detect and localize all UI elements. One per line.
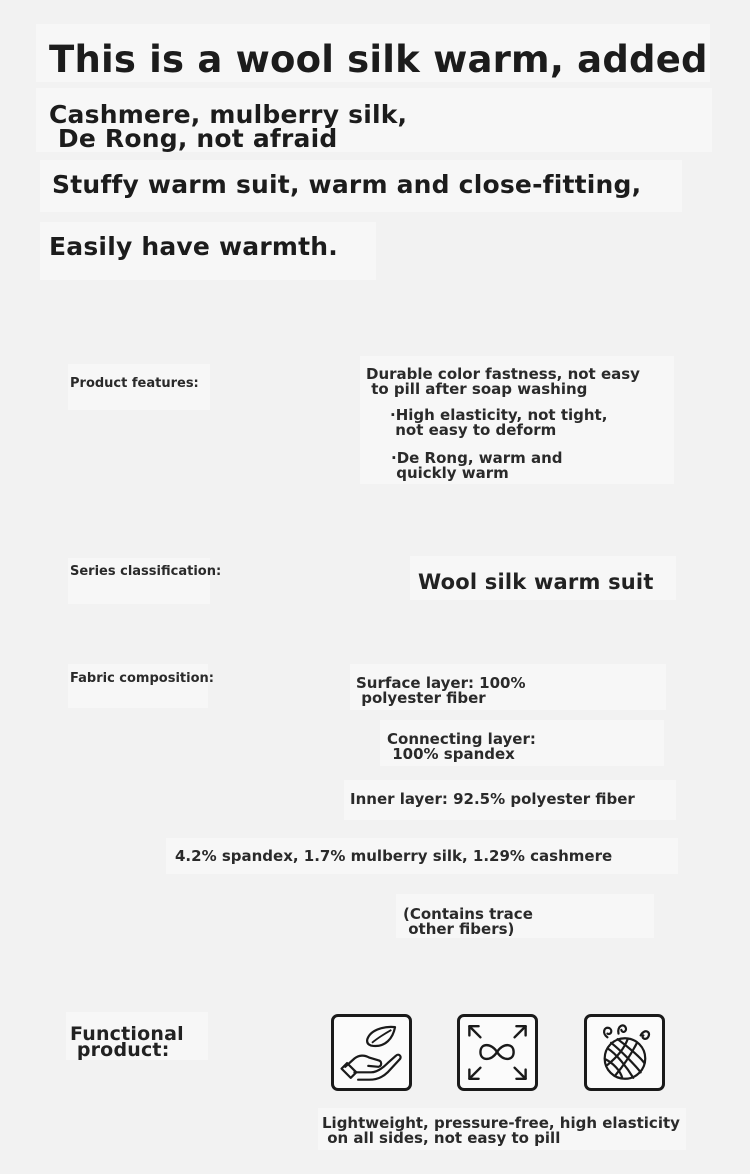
leaf-in-hand-graphic bbox=[334, 1017, 409, 1088]
fabric-trace: (Contains trace other fibers) bbox=[403, 905, 533, 938]
yarn-ball-icon bbox=[584, 1014, 665, 1091]
leaf-in-hand-icon bbox=[331, 1014, 412, 1091]
fabric-label: Fabric composition: bbox=[70, 671, 214, 686]
functional-caption: Lightweight, pressure-free, high elasticity on all sides, not easy to pill bbox=[322, 1114, 680, 1147]
feature-item-2: ·High elasticity, not tight, not easy to deform bbox=[390, 406, 608, 439]
expand-infinity-graphic bbox=[460, 1017, 535, 1088]
feature-item-1: Durable color fastness, not easy to pill after soap washing bbox=[366, 365, 640, 398]
feature-item-3: ·De Rong, warm and quickly warm bbox=[391, 449, 563, 482]
features-label: Product features: bbox=[70, 376, 199, 391]
expand-infinity-icon bbox=[457, 1014, 538, 1091]
fabric-connecting: Connecting layer: 100% spandex bbox=[387, 730, 536, 763]
intro-line-3: Stuffy warm suit, warm and close-fitting, bbox=[52, 170, 642, 199]
intro-line-2a: Cashmere, mulberry silk, bbox=[49, 100, 408, 129]
functional-label: Functional product: bbox=[70, 1023, 184, 1061]
intro-line-4: Easily have warmth. bbox=[49, 232, 338, 261]
fabric-surface: Surface layer: 100% polyester fiber bbox=[356, 674, 526, 707]
intro-line-2b: De Rong, not afraid bbox=[49, 124, 338, 153]
fabric-inner: Inner layer: 92.5% polyester fiber bbox=[350, 790, 635, 808]
fabric-inner-detail: 4.2% spandex, 1.7% mulberry silk, 1.29% cashmere bbox=[175, 847, 613, 865]
series-value: Wool silk warm suit bbox=[418, 570, 654, 594]
yarn-ball-graphic bbox=[587, 1017, 662, 1088]
series-label: Series classification: bbox=[70, 564, 222, 579]
intro-line-1: This is a wool silk warm, added bbox=[49, 38, 708, 81]
